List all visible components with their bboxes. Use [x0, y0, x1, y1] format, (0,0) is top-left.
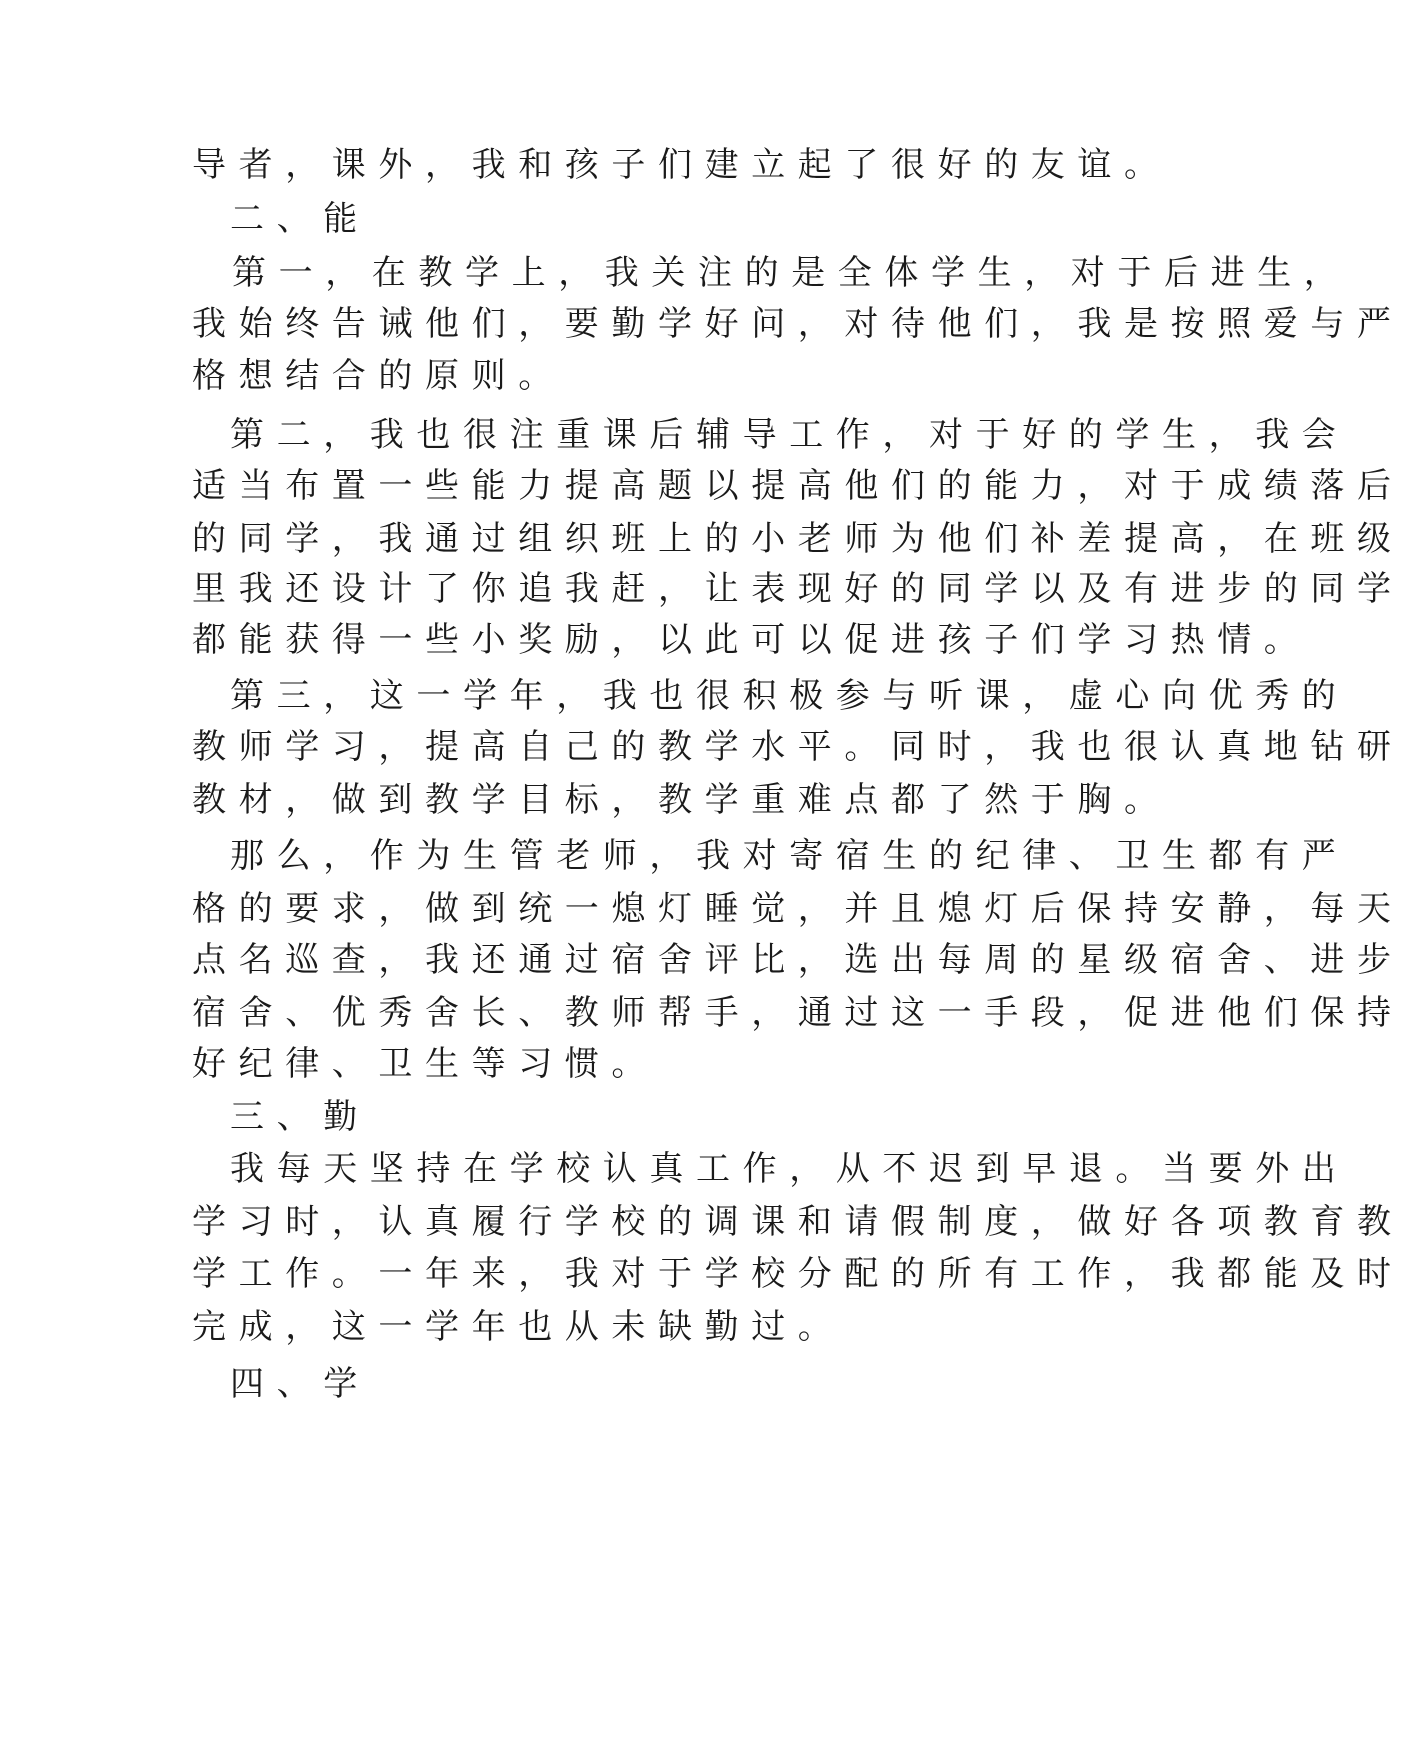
paragraph-line: 的同学，我通过组织班上的小老师为他们补差提高，在班级	[192, 519, 1404, 559]
paragraph-line: 那么，作为生管老师，我对寄宿生的纪律、卫生都有严	[230, 836, 1349, 876]
section-heading-neng: 二、能	[230, 199, 370, 239]
paragraph-line: 完成，这一学年也从未缺勤过。	[192, 1307, 845, 1347]
paragraph-line: 我始终告诫他们，要勤学好问，对待他们，我是按照爱与严	[192, 304, 1404, 344]
paragraph-line: 我每天坚持在学校认真工作，从不迟到早退。当要外出	[230, 1149, 1349, 1189]
paragraph-line: 点名巡查，我还通过宿舍评比，选出每周的星级宿舍、进步	[192, 940, 1404, 980]
paragraph-line: 学工作。一年来，我对于学校分配的所有工作，我都能及时	[192, 1254, 1404, 1294]
paragraph-line: 第二，我也很注重课后辅导工作，对于好的学生，我会	[230, 415, 1349, 455]
paragraph-line: 好纪律、卫生等习惯。	[192, 1044, 658, 1084]
paragraph-line: 格想结合的原则。	[192, 356, 565, 396]
paragraph-line: 宿舍、优秀舍长、教师帮手，通过这一手段，促进他们保持	[192, 993, 1404, 1033]
paragraph-line: 第三，这一学年，我也很积极参与听课，虚心向优秀的	[230, 676, 1349, 716]
paragraph-line: 教师学习，提高自己的教学水平。同时，我也很认真地钻研	[192, 727, 1404, 767]
paragraph-line: 格的要求，做到统一熄灯睡觉，并且熄灯后保持安静，每天	[192, 889, 1404, 929]
paragraph-line: 学习时，认真履行学校的调课和请假制度，做好各项教育教	[192, 1202, 1404, 1242]
paragraph-line: 教材，做到教学目标，教学重难点都了然于胸。	[192, 780, 1171, 820]
section-heading-qin: 三、勤	[230, 1097, 370, 1137]
section-heading-xue: 四、学	[230, 1364, 370, 1404]
paragraph-line: 导者，课外，我和孩子们建立起了很好的友谊。	[192, 145, 1171, 185]
paragraph-line: 里我还设计了你追我赶，让表现好的同学以及有进步的同学	[192, 569, 1404, 609]
paragraph-line: 第一，在教学上，我关注的是全体学生，对于后进生，	[232, 253, 1351, 293]
paragraph-line: 都能获得一些小奖励，以此可以促进孩子们学习热情。	[192, 620, 1311, 660]
paragraph-line: 适当布置一些能力提高题以提高他们的能力，对于成绩落后	[192, 466, 1404, 506]
